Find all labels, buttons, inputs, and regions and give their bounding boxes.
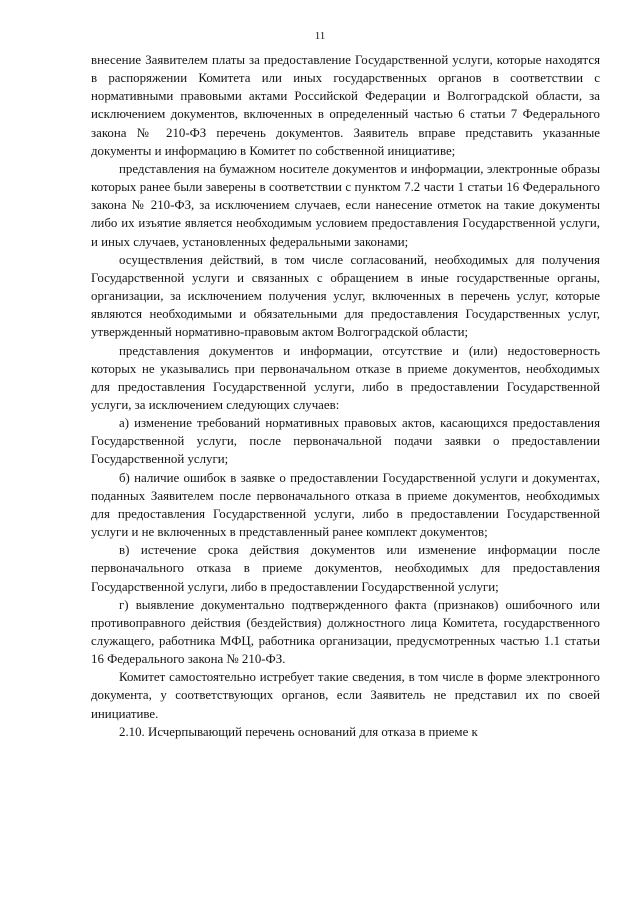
paragraph-section-2-10: 2.10. Исчерпывающий перечень оснований для отказа в приеме к [119,724,478,739]
paragraph-fee-documents: внесение Заявителем платы за предоставление Государственной услуги, которые находятся в распоряжении Комитета или иных государственных органов в соответствии с нормативными правовыми актами Российской Федерации и Волгоградской области, за исключением документов, включенных в определенный частью 6 статьи 7 Федерального закона № 210-ФЗ перечень документов. Заявитель вправе представить указанные документы и информацию в Комитет по собственной инициативе; [91,53,600,158]
page-number: 11 [314,30,326,42]
paragraph-paper-documents: представления на бумажном носителе документов и информации, электронные образы которых ранее были заверены в соответствии с пунктом 7.2 части 1 статьи 16 Федерального закона № 210-ФЗ, за исключением случаев, если нанесение отметок на такие документы либо их изъятие является необходимым условием предоставления Государственной услуги, и иных случаев, установленных федеральными законами; [91,161,600,249]
paragraph-case-v: в) истечение срока действия документов или изменение информации после первоначального отказа в приеме документов, необходимых для предоставления Государственной услуги, либо в предоставлении Государственной услуги; [91,543,600,594]
paragraph-approval-actions: осуществления действий, в том числе согласований, необходимых для получения Государственной услуги и связанных с обращением в иные государственные органы, организации, за исключением получения услуг, включенных в перечень услуг, которые являются необходимыми и обязательными для предоставления Государственных услуг, утвержденный нормативно-правовым актом Волгоградской области; [91,252,600,340]
paragraph-case-b: б) наличие ошибок в заявке о предоставлении Государственной услуги и документах, поданных Заявителем после первоначального отказа в приеме документов, необходимых для предоставления Государственной услуги, либо в предоставлении Государственной услуги и не включенных в представленный ранее комплект документов; [91,470,600,540]
document-body [91,51,600,741]
paragraph-committee-requests: Комитет самостоятельно истребует такие сведения, в том числе в форме электронного документа, у соответствующих органов, если Заявитель не представил их по своей инициативе. [91,670,600,721]
paragraph-refusal-documents: представления документов и информации, отсутствие и (или) недостоверность которых не указывались при первоначальном отказе в приеме документов, необходимых для предоставления Государственной услуги, либо в предоставлении Государственной услуги, за исключением следующих случаев: [91,343,600,412]
paragraph-case-a: а) изменение требований нормативных правовых актов, касающихся предоставления Государственной услуги, после первоначальной подачи заявки о предоставлении Государственной услуги; [91,416,600,467]
paragraph-case-g: г) выявление документально подтвержденного факта (признаков) ошибочного или противоправного действия (бездействия) должностного лица Комитета, государственного служащего, работника МФЦ, работника организации, предусмотренных частью 1.1 статьи 16 Федерального закона № 210-ФЗ. [91,597,600,667]
